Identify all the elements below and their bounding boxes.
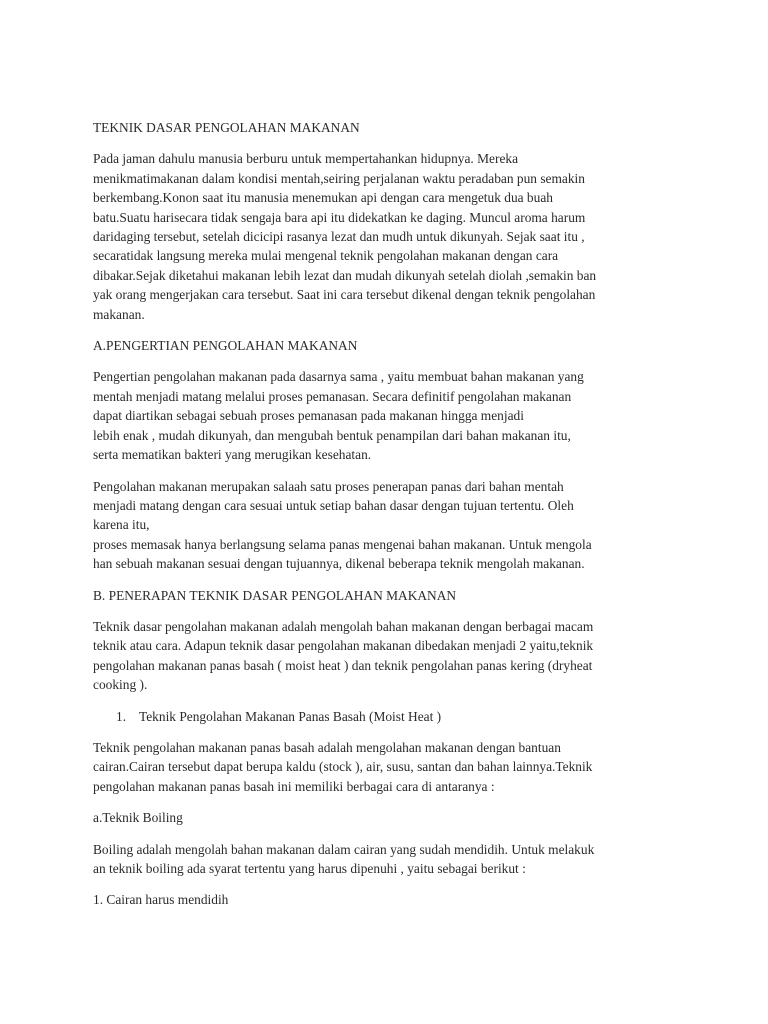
text-line: Boiling adalah mengolah bahan makanan dalam cairan yang sudah mendidih. Untuk melakuk — [93, 841, 595, 857]
section-b-paragraph-2 — [93, 738, 683, 796]
text-line: lebih enak , mudah dikunyah, dan mengubah bentuk penampilan dari bahan makanan itu, — [93, 427, 571, 443]
text-line: pengolahan makanan panas basah ( moist heat ) dan teknik pengolahan panas kering (dryheat — [93, 657, 593, 673]
text-line: pengolahan makanan panas basah ini memiliki berbagai cara di antaranya : — [93, 778, 495, 794]
text-line: karena itu, — [93, 517, 150, 533]
text-line: teknik atau cara. Adapun teknik dasar pengolahan makanan dibedakan menjadi 2 yaitu,teknik — [93, 638, 594, 654]
section-b-paragraph-1 — [93, 617, 683, 695]
list-number: 1. — [116, 708, 127, 724]
point-1: 1. Cairan harus mendidih — [93, 892, 229, 908]
text-line: Pengertian pengolahan makanan pada dasarnya sama , yaitu membuat bahan makanan yang — [93, 369, 584, 385]
text-line: menikmatimakanan dalam kondisi mentah,seiring perjalanan waktu peradaban pun semakin — [93, 170, 585, 186]
text-line: han sebuah makanan sesuai dengan tujuannya, dikenal beberapa teknik mengolah makanan. — [93, 556, 585, 572]
intro-paragraph — [93, 149, 683, 324]
text-line: berkembang.Konon saat itu manusia menemukan api dengan cara mengetuk dua buah — [93, 190, 553, 206]
list-item-text: Teknik Pengolahan Makanan Panas Basah (Moist Heat ) — [139, 708, 442, 724]
subheading-boiling: a.Teknik Boiling — [93, 810, 183, 826]
section-a-paragraph-2 — [93, 477, 683, 574]
section-b-paragraph-3 — [93, 840, 683, 879]
section-a-paragraph-1 — [93, 367, 683, 464]
text-line: menjadi matang dengan cara sesuai untuk setiap bahan dasar dengan tujuan tertentu. Oleh — [93, 497, 574, 513]
text-line: daridaging tersebut, setelah dicicipi rasanya lezat dan mudh untuk dikunyah. Sejak saat itu , — [93, 229, 585, 245]
document-page — [93, 118, 683, 922]
text-line: serta mematikan bakteri yang merugikan kesehatan. — [93, 447, 372, 463]
section-b-heading: B. PENERAPAN TEKNIK DASAR PENGOLAHAN MAKANAN — [93, 587, 457, 603]
text-line: secaratidak langsung mereka mulai mengenal teknik pengolahan makanan dengan cara — [93, 248, 559, 264]
text-line: dibakar.Sejak diketahui makanan lebih lezat dan mudah dikunyah setelah diolah ,semakin ban — [93, 267, 597, 283]
text-line: mentah menjadi matang melalui proses pemanasan. Secara definitif pengolahan makanan — [93, 388, 572, 404]
text-line: Pengolahan makanan merupakan salaah satu proses penerapan panas dari bahan mentah — [93, 478, 564, 494]
text-line: makanan. — [93, 306, 145, 322]
numbered-list-item — [93, 707, 683, 726]
section-a-heading: A.PENGERTIAN PENGOLAHAN MAKANAN — [93, 338, 358, 354]
text-line: dapat diartikan sebagai sebuah proses pemanasan pada makanan hingga menjadi — [93, 408, 524, 424]
text-line: yak orang mengerjakan cara tersebut. Saat ini cara tersebut dikenal dengan teknik pengolahan — [93, 287, 596, 303]
text-line: Teknik pengolahan makanan panas basah adalah mengolahan makanan dengan bantuan — [93, 739, 561, 755]
document-title: TEKNIK DASAR PENGOLAHAN MAKANAN — [93, 120, 360, 135]
text-line: Teknik dasar pengolahan makanan adalah mengolah bahan makanan dengan berbagai macam — [93, 618, 594, 634]
text-line: batu.Suatu harisecara tidak sengaja bara api itu didekatkan ke daging. Muncul aroma harum — [93, 209, 586, 225]
text-line: cairan.Cairan tersebut dapat berupa kaldu (stock ), air, susu, santan dan bahan lainnya.Teknik — [93, 759, 593, 775]
text-line: proses memasak hanya berlangsung selama panas mengenai bahan makanan. Untuk mengola — [93, 536, 592, 552]
text-line: cooking ). — [93, 677, 148, 693]
text-line: an teknik boiling ada syarat tertentu yang harus dipenuhi , yaitu sebagai berikut : — [93, 861, 526, 876]
text-line: Pada jaman dahulu manusia berburu untuk mempertahankan hidupnya. Mereka — [93, 151, 519, 167]
